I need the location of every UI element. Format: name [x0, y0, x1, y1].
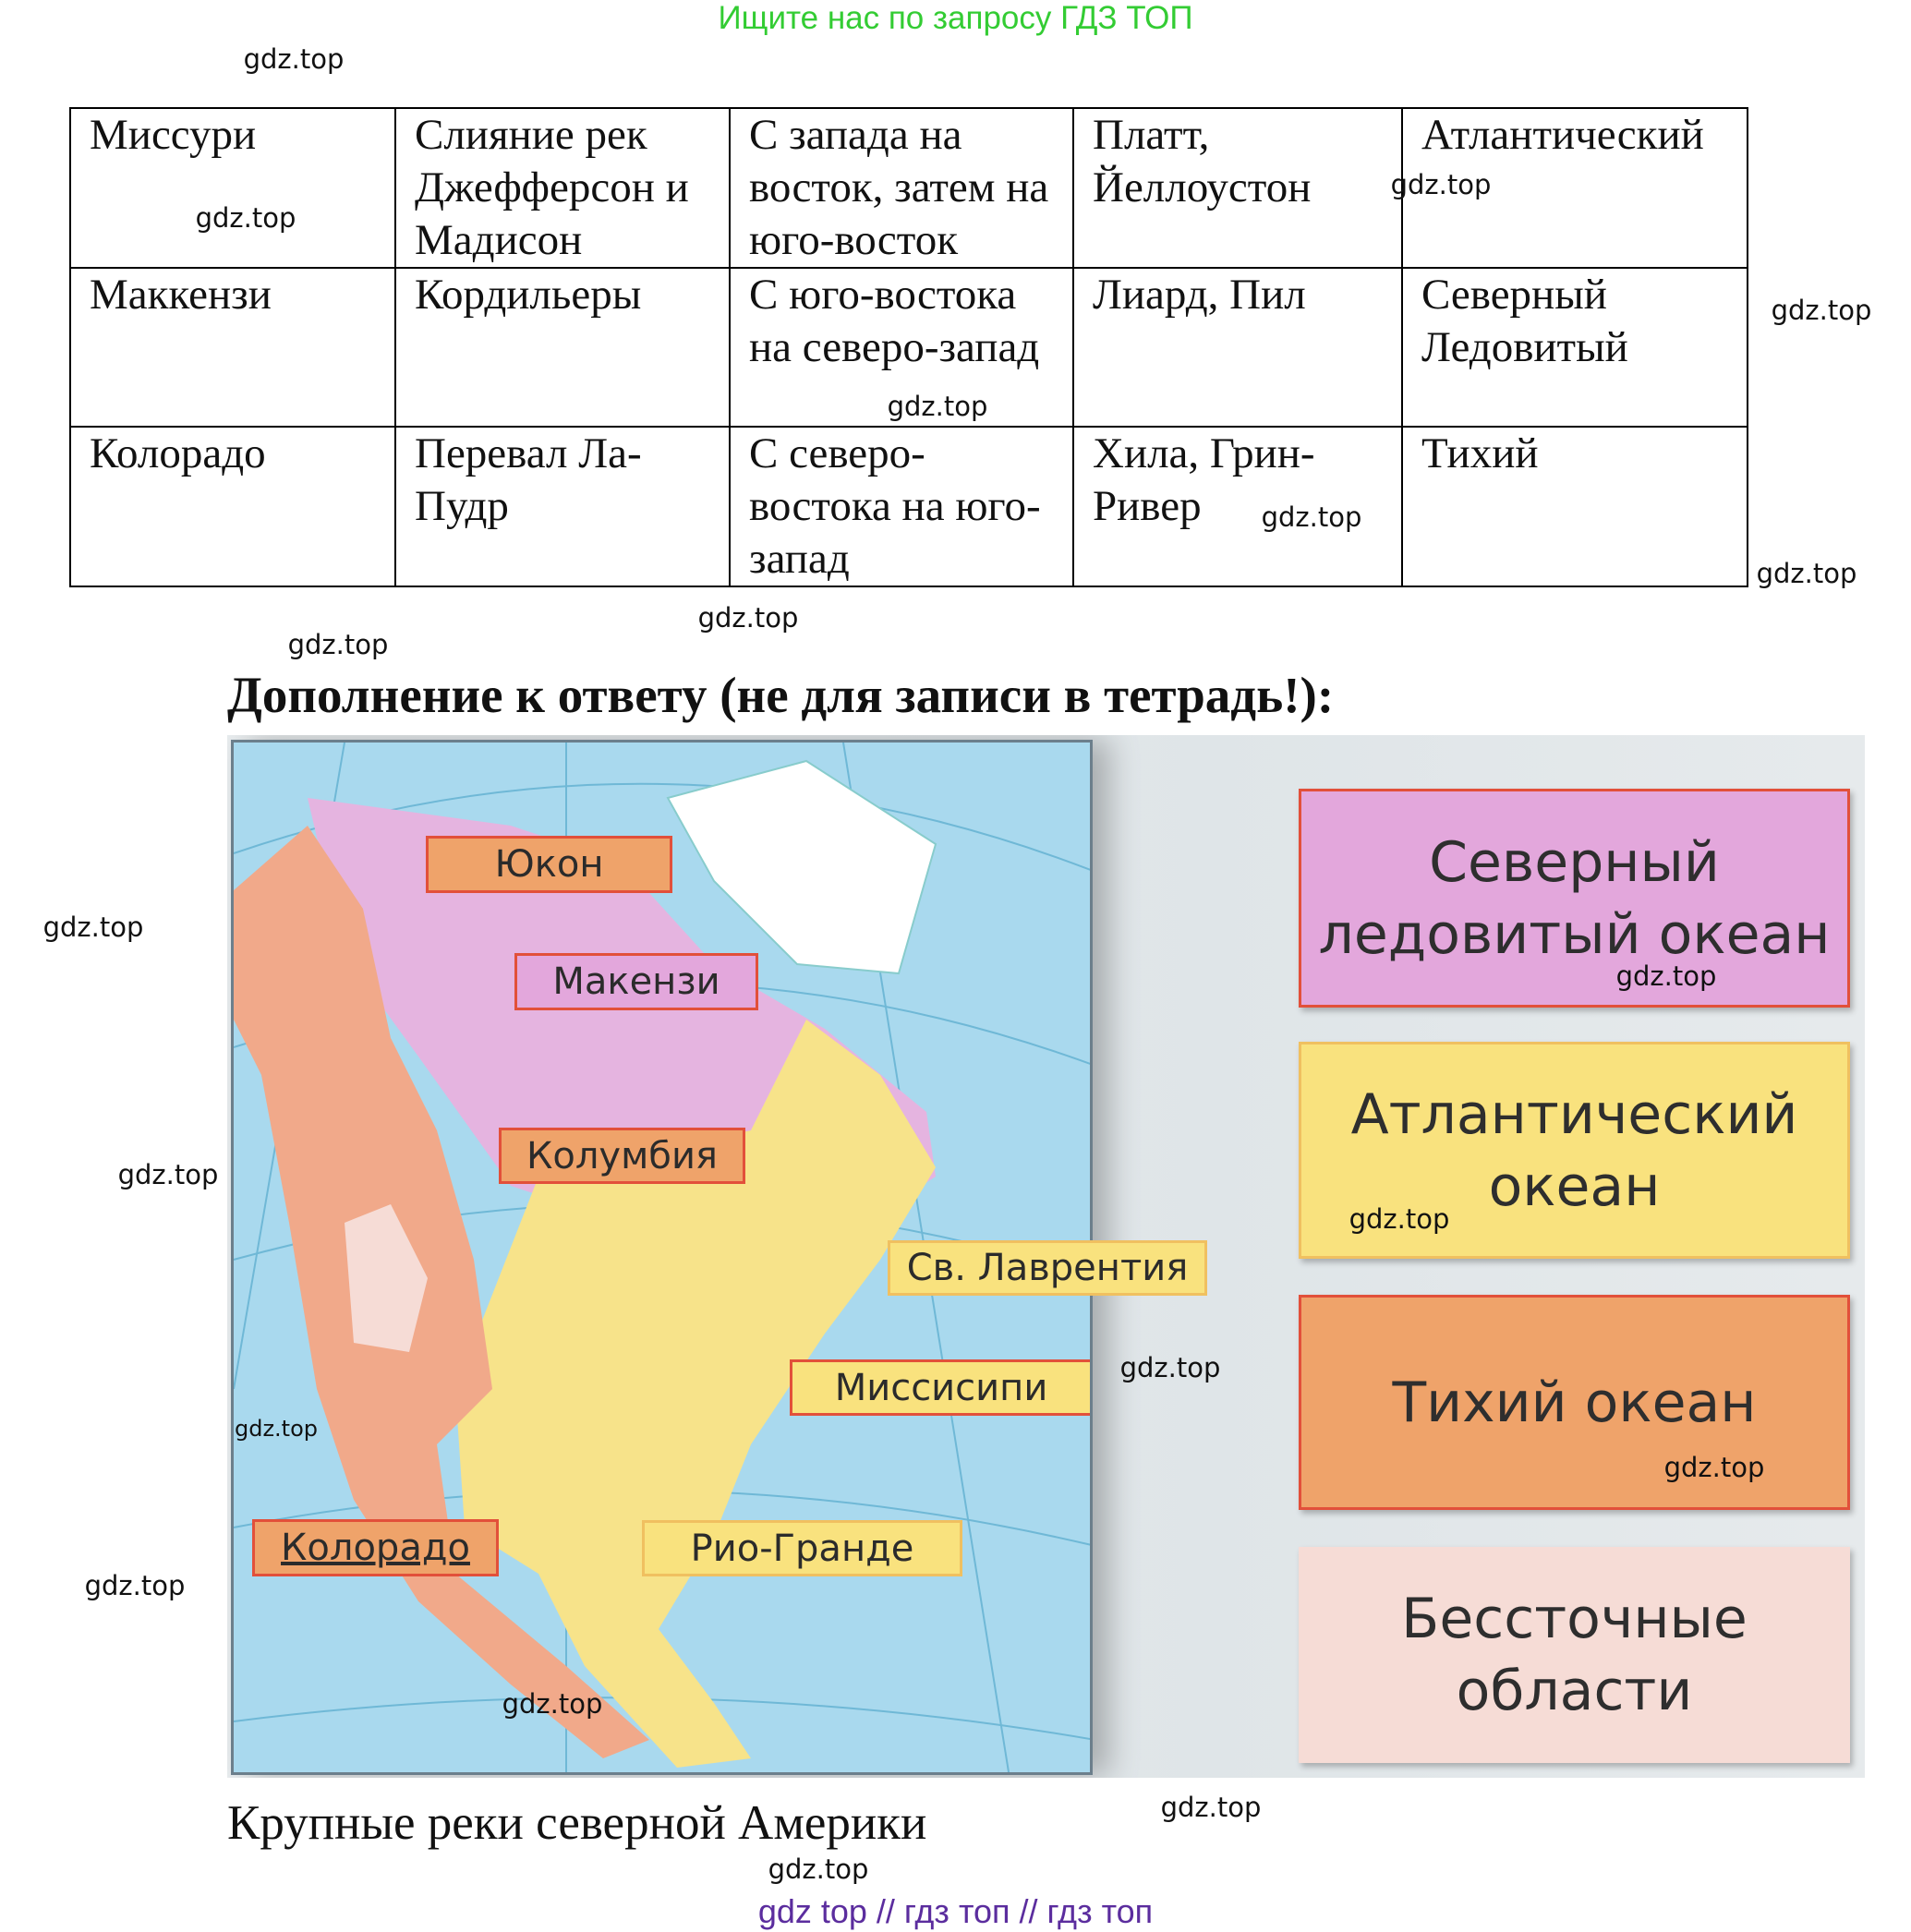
watermark: gdz.top: [42, 912, 144, 943]
table-cell: Кордильеры: [395, 268, 730, 427]
watermark: gdz.top: [1160, 1792, 1262, 1823]
legend-pacific-ocean: Тихий океан: [1299, 1295, 1850, 1510]
legend-atlantic-ocean: Атлантический океан: [1299, 1042, 1850, 1259]
river-label-mackenzie: Макензи: [514, 953, 758, 1010]
watermark: gdz.top: [1756, 558, 1857, 589]
watermark: gdz.top: [1119, 1352, 1221, 1383]
watermark: gdz.top: [1349, 1203, 1450, 1235]
river-label-rio-grande: Рио-Гранде: [642, 1520, 962, 1576]
table-cell: Атлантический: [1402, 108, 1748, 268]
rivers-figure: [227, 735, 1865, 1778]
river-label-yukon: Юкон: [426, 836, 672, 893]
table-cell: Хила, Грин-Ривер: [1073, 427, 1402, 586]
table-cell: Лиард, Пил: [1073, 268, 1402, 427]
table-cell: Слияние рек Джефферсон и Мадисон: [395, 108, 730, 268]
table-cell: Северный Ледовитый: [1402, 268, 1748, 427]
table-cell: Перевал Ла-Пудр: [395, 427, 730, 586]
table-cell: Платт, Йеллоустон: [1073, 108, 1402, 268]
legend-endorheic-areas: Бессточные области: [1299, 1547, 1850, 1763]
greenland-shape: [668, 761, 936, 973]
river-label-columbia: Колумбия: [499, 1128, 745, 1184]
watermark: gdz.top: [887, 391, 988, 422]
watermark: gdz.top: [287, 629, 389, 660]
table-row: [70, 427, 1748, 586]
promo-banner: Ищите нас по запросу ГДЗ ТОП: [718, 0, 1193, 36]
watermark: gdz.top: [1663, 1452, 1765, 1483]
watermark: gdz.top: [84, 1570, 186, 1601]
figure-caption: Крупные реки северной Америки: [227, 1796, 927, 1850]
watermark: gdz.top: [502, 1688, 603, 1720]
watermark: gdz.top: [234, 1416, 319, 1442]
watermark: gdz.top: [1390, 169, 1492, 200]
watermark: gdz.top: [697, 602, 799, 634]
table-cell: Колорадо: [70, 427, 395, 586]
river-label-mississippi: Миссисипи: [790, 1359, 1093, 1416]
table-row: [70, 108, 1748, 268]
table-cell: С юго-востока на северо-запад: [730, 268, 1073, 427]
legend-arctic-ocean: Северный ледовитый океан: [1299, 789, 1850, 1008]
section-heading: Дополнение к ответу (не для записи в тетрадь!):: [227, 667, 1335, 723]
watermark: gdz.top: [768, 1854, 869, 1885]
watermark: gdz.top: [1771, 295, 1872, 326]
river-label-st-lawrence: Св. Лаврентия: [888, 1240, 1207, 1296]
table-cell: Маккензи: [70, 268, 395, 427]
table-cell: С запада на восток, затем на юго-восток: [730, 108, 1073, 268]
watermark: gdz.top: [1261, 501, 1362, 533]
table-cell: Миссури: [70, 108, 395, 268]
river-label-colorado: Колорадо: [252, 1519, 499, 1576]
footer-links: gdz top // гдз топ // гдз топ: [757, 1892, 1154, 1930]
answer-table: [69, 107, 1748, 587]
watermark: gdz.top: [243, 43, 345, 75]
table-cell: Тихий: [1402, 427, 1748, 586]
table-cell: С северо-востока на юго-запад: [730, 427, 1073, 586]
watermark: gdz.top: [1615, 960, 1717, 992]
watermark: gdz.top: [117, 1159, 219, 1190]
watermark: gdz.top: [195, 202, 296, 234]
